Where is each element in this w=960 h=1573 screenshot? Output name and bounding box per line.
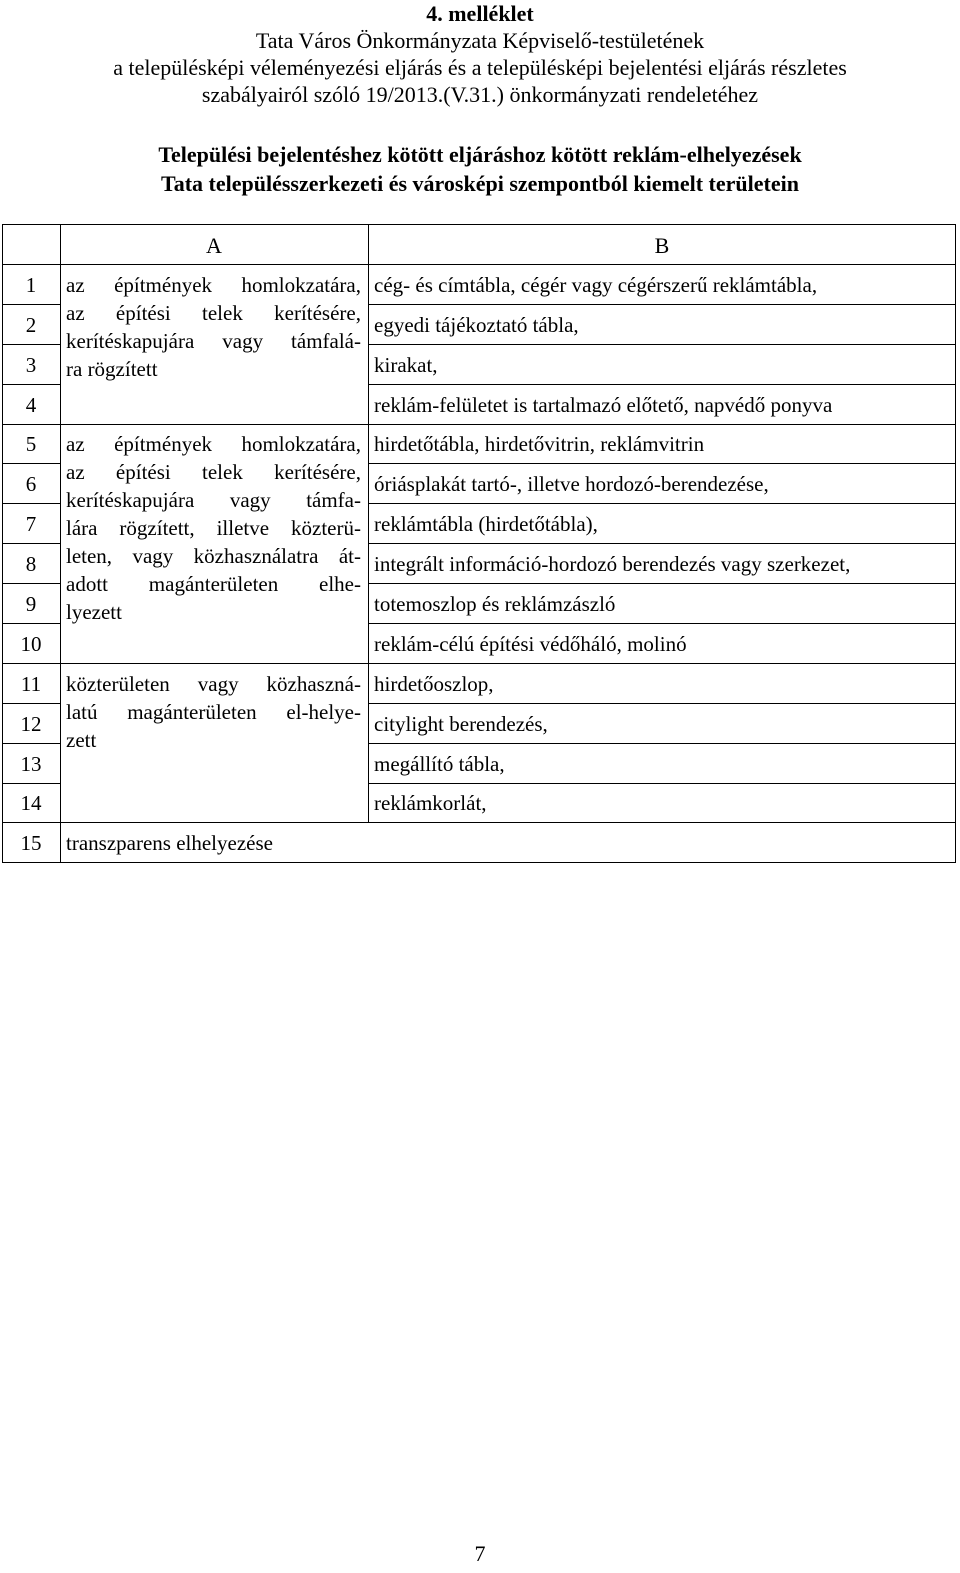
header-line-3: a településképi véleményezési eljárás és a településképi bejelentési eljárás részletes (113, 55, 847, 80)
row-line (368, 463, 956, 464)
row-line (2, 783, 60, 784)
row-line (2, 463, 60, 464)
row-line (2, 543, 60, 544)
cell-a-group-4: transzparens elhelyezése (66, 831, 273, 855)
cell-a-group-1 (66, 271, 361, 383)
cell-a-line: leten, vagy közhasználatra át- (66, 544, 361, 568)
cell-a-line: az építési telek kerítésére, (66, 301, 361, 325)
cell-b: óriásplakát tartó-, illetve hordozó-berendezése, (374, 472, 769, 496)
cell-a-line: kerítéskapujára vagy támfa- (66, 488, 361, 512)
cell-a-group-2 (66, 430, 361, 626)
row-number: 1 (25, 273, 37, 297)
row-line (2, 583, 60, 584)
row-line (368, 583, 956, 584)
page-number: 7 (474, 1541, 486, 1566)
cell-b: reklámtábla (hirdetőtábla), (374, 512, 598, 536)
header-line-2: Tata Város Önkormányzata Képviselő-testületének (255, 28, 705, 53)
row-line (368, 783, 956, 784)
row-number: 7 (25, 512, 37, 536)
row-line (2, 304, 60, 305)
cell-b: reklámkorlát, (374, 791, 487, 815)
row-line (2, 264, 956, 265)
row-line (368, 304, 956, 305)
cell-a-line: közterületen vagy közhaszná- (66, 672, 361, 696)
row-number: 13 (20, 752, 42, 776)
row-number: 14 (20, 791, 42, 815)
cell-b: megállító tábla, (374, 752, 505, 776)
row-line (2, 384, 60, 385)
row-number: 15 (20, 831, 42, 855)
cell-a-group-3 (66, 670, 361, 754)
cell-a-line: latú magánterületen el-helye- (66, 700, 361, 724)
row-line (368, 503, 956, 504)
column-header-a: A (206, 233, 222, 258)
row-line (2, 743, 60, 744)
row-number: 4 (25, 393, 37, 417)
cell-a-line: ra rögzített (66, 357, 158, 381)
row-line (2, 503, 60, 504)
row-number: 11 (20, 672, 42, 696)
row-line (368, 703, 956, 704)
row-number: 5 (25, 432, 37, 456)
column-header-b: B (654, 233, 670, 258)
row-line (2, 703, 60, 704)
cell-a-line: az építési telek kerítésére, (66, 460, 361, 484)
annex-number: 4. melléklet (426, 1, 534, 26)
row-line (2, 663, 956, 664)
cell-b: cég- és címtábla, cégér vagy cégérszerű reklámtábla, (374, 273, 818, 297)
row-line (368, 384, 956, 385)
cell-a-line: zett (66, 728, 97, 752)
cell-b: citylight berendezés, (374, 712, 548, 736)
title-line-2: Tata településszerkezeti és városképi szempontból kiemelt területein (161, 171, 799, 196)
row-number: 9 (25, 592, 37, 616)
cell-a-line: lyezett (66, 600, 122, 624)
cell-a-line: kerítéskapujára vagy támfalá- (66, 329, 361, 353)
title-line-1: Települési bejelentéshez kötött eljáráshoz kötött reklám-elhelyezések (158, 142, 802, 167)
cell-a-line: az építmények homlokzatára, (66, 432, 361, 456)
cell-b: totemoszlop és reklámzászló (374, 592, 616, 616)
row-line (2, 623, 60, 624)
row-number: 3 (25, 353, 37, 377)
row-line (2, 424, 956, 425)
cell-a-line: lára rögzített, illetve közterü- (66, 516, 361, 540)
cell-b: kirakat, (374, 353, 438, 377)
row-number: 8 (25, 552, 37, 576)
row-number: 10 (20, 632, 42, 656)
table-border-bottom (2, 862, 956, 863)
cell-b: hirdetőtábla, hirdetővitrin, reklámvitrin (374, 432, 705, 456)
row-line (368, 743, 956, 744)
table-border-top (2, 224, 956, 225)
cell-b: reklám-felületet is tartalmazó előtető, napvédő ponyva (374, 393, 833, 417)
row-line (368, 344, 956, 345)
cell-a-line: az építmények homlokzatára, (66, 273, 361, 297)
row-line (368, 543, 956, 544)
cell-b: integrált információ-hordozó berendezés vagy szerkezet, (374, 552, 851, 576)
row-line (2, 344, 60, 345)
header-line-4: szabályairól szóló 19/2013.(V.31.) önkormányzati rendeletéhez (201, 82, 759, 107)
cell-b: hirdetőoszlop, (374, 672, 494, 696)
row-line (2, 822, 956, 823)
table-divider-ab (368, 224, 369, 822)
table-divider-num (60, 224, 61, 862)
cell-b: egyedi tájékoztató tábla, (374, 313, 579, 337)
row-number: 12 (20, 712, 42, 736)
cell-a-line: adott magánterületen elhe- (66, 572, 361, 596)
row-line (368, 623, 956, 624)
row-number: 2 (25, 313, 37, 337)
row-number: 6 (25, 472, 37, 496)
cell-b: reklám-célú építési védőháló, molinó (374, 632, 687, 656)
